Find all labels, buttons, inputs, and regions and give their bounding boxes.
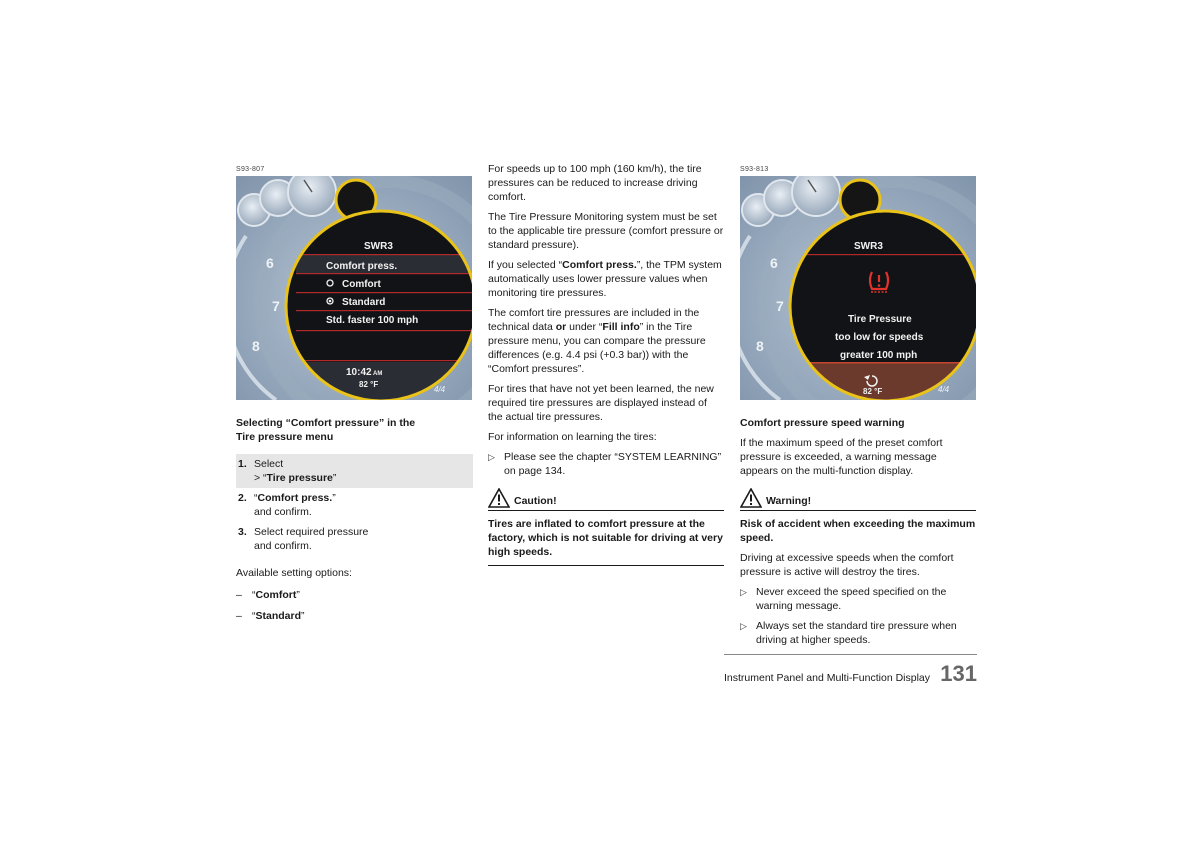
- warning-box: [740, 488, 976, 647]
- paragraph: If the maximum speed of the preset comfort pressure is exceeded, a warning message appears on the multi-function display.: [740, 437, 943, 477]
- option-standard: – “Standard”: [236, 610, 305, 622]
- page-footer: [724, 654, 977, 688]
- caution-box: [488, 488, 724, 566]
- figure-comfort-pressure-menu: [236, 166, 472, 400]
- gauge-number-7: 7: [776, 298, 784, 314]
- warning-heading: Risk of accident when exceeding the maximum speed.: [740, 518, 976, 544]
- page-indicator: 4/4: [434, 385, 446, 394]
- display-temperature: 82 °F: [863, 387, 883, 396]
- right-column: [740, 416, 976, 653]
- paragraph: The comfort tire pressures are included in the technical data or under “Fill info” in the Tire pressure menu, you can compare the pressure differences (e.g. 4.4 psi (+0.3 bar)) with the “Comfort pressures”.: [488, 307, 706, 375]
- display-temperature: 82 °F: [359, 380, 379, 389]
- display-warning-line2: too low for speeds: [835, 332, 924, 343]
- paragraph: For speeds up to 100 mph (160 km/h), the tire pressures can be reduced to increase driving comfort.: [488, 163, 702, 203]
- triangle-bullet-icon: ▷: [488, 452, 495, 462]
- instruction-bullet: ▷ Never exceed the speed specified on the warning message.: [740, 586, 947, 612]
- warning-triangle-icon: [488, 488, 510, 508]
- caution-header: [488, 488, 724, 511]
- caution-text: Tires are inflated to comfort pressure at the factory, which is not suitable for driving at very high speeds.: [488, 518, 723, 558]
- warning-triangle-icon: [740, 488, 762, 508]
- figure-speed-warning: [740, 166, 976, 400]
- steps-list: [236, 454, 473, 556]
- triangle-bullet-icon: ▷: [740, 587, 747, 597]
- display-station: SWR3: [364, 241, 393, 252]
- warning-header: [740, 488, 976, 511]
- paragraph: Driving at excessive speeds when the comfort pressure is active will destroy the tires.: [740, 552, 954, 578]
- paragraph: The Tire Pressure Monitoring system must be set to the applicable tire pressure (comfort pressure or standard pressure).: [488, 211, 724, 251]
- paragraph: For information on learning the tires:: [488, 431, 657, 443]
- instrument-cluster-illustration: [740, 176, 976, 400]
- instruction-bullet: ▷ Always set the standard tire pressure when driving at higher speeds.: [740, 620, 957, 646]
- warning-title: Warning!: [766, 495, 812, 507]
- middle-column: [488, 162, 724, 566]
- gauge-number-8: 8: [756, 338, 764, 354]
- page-number: 131: [940, 661, 977, 686]
- step-3: 3. Select required pressure and confirm.: [238, 526, 369, 552]
- triangle-bullet-icon: ▷: [740, 621, 747, 631]
- display-menu-title: Comfort press.: [326, 261, 398, 272]
- display-warning-line3: greater 100 mph: [840, 350, 918, 361]
- gauge-number-8: 8: [252, 338, 260, 354]
- caution-title: Caution!: [514, 495, 557, 507]
- display-option-comfort: Comfort: [342, 279, 381, 290]
- paragraph: For tires that have not yet been learned, the new required tire pressures are displayed instead of the actual tire pressures.: [488, 383, 714, 423]
- gauge-number-6: 6: [770, 255, 778, 271]
- instrument-cluster-illustration: [236, 176, 472, 400]
- step-1: 1. Select > “Tire pressure”: [236, 454, 473, 488]
- gauge-number-7: 7: [272, 298, 280, 314]
- gauge-number-6: 6: [266, 255, 274, 271]
- left-column: [236, 416, 473, 630]
- instruction-bullet: ▷ Please see the chapter “SYSTEM LEARNING” on page 134.: [488, 451, 722, 477]
- step-2: 2. “Comfort press.” and confirm.: [238, 492, 336, 518]
- display-station: SWR3: [854, 241, 883, 252]
- display-ampm: AM: [373, 371, 383, 377]
- figure-code: S93-813: [740, 166, 769, 173]
- paragraph: If you selected “Comfort press.”, the TPM system automatically uses lower pressure values when monitoring tire pressures.: [488, 259, 722, 299]
- chapter-title: Instrument Panel and Multi-Function Display: [724, 672, 931, 684]
- figure-caption: Selecting “Comfort pressure” in the Tire pressure menu: [236, 417, 416, 443]
- display-warning-line1: Tire Pressure: [848, 314, 912, 325]
- display-std-faster: Std. faster 100 mph: [326, 315, 419, 326]
- option-comfort: – “Comfort”: [236, 589, 300, 601]
- available-options-label: Available setting options:: [236, 567, 352, 579]
- figure-code: S93-807: [236, 166, 265, 173]
- figure-caption: Comfort pressure speed warning: [740, 417, 905, 429]
- page-indicator: 4/4: [938, 385, 950, 394]
- display-option-standard: Standard: [342, 297, 386, 308]
- display-time: 10:42: [346, 367, 372, 378]
